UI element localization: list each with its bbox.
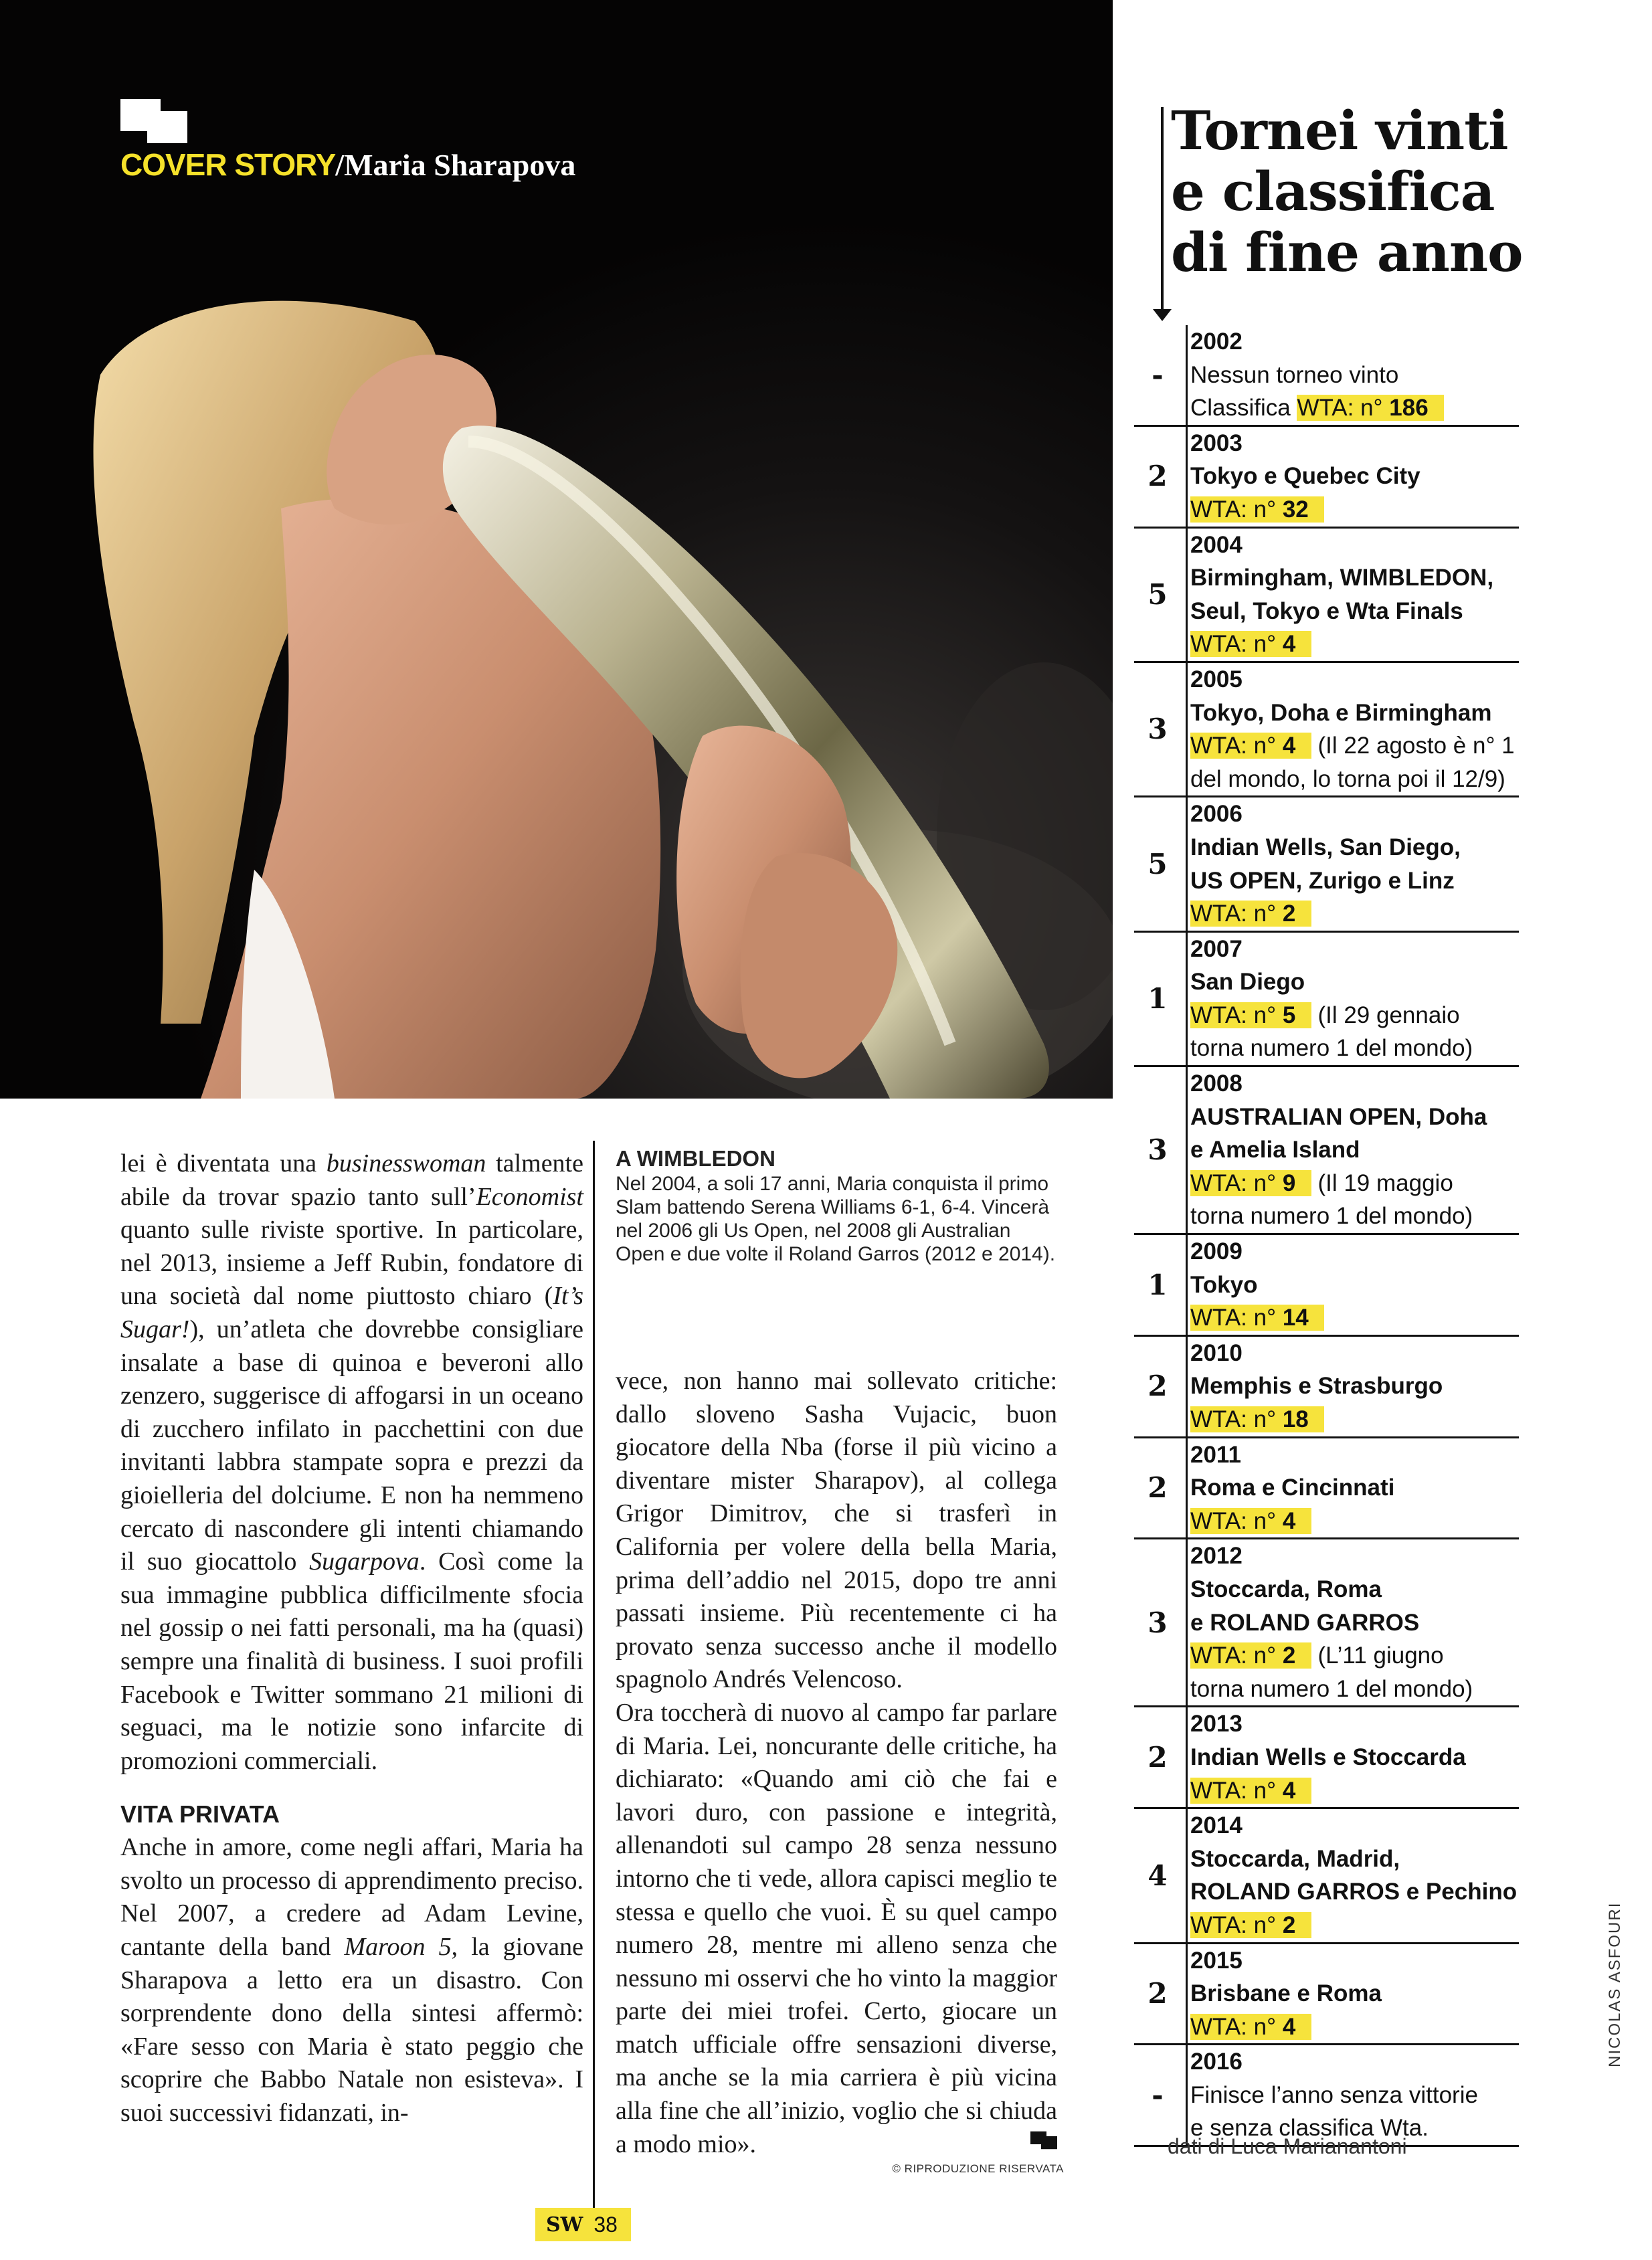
timeline-entry (1134, 663, 1519, 797)
wta-rank-highlight (1190, 1305, 1324, 1331)
entry-tournaments: Nessun torneo vinto (1190, 361, 1399, 388)
entry-tournaments: Stoccarda, Roma (1190, 1576, 1382, 1602)
titles-count: 3 (1148, 1606, 1168, 1639)
page-number: 38 (593, 2212, 618, 2237)
sidebar-title-line: Tornei vinti (1171, 99, 1508, 162)
wta-rank-highlight (1190, 1912, 1311, 1938)
timeline-entry (1134, 529, 1519, 663)
copyright-notice: © RIPRODUZIONE RISERVATA (892, 2162, 1064, 2175)
ranking-note: (Il 29 gennaio (1311, 1002, 1460, 1028)
titles-count: - (1152, 358, 1164, 391)
text-run: , la giovane Sharapova a letto era un disastro. Con sorprendente dono della sintesi affermò: «Fare sesso con Maria è stato peggio che scoprire che Babbo Natale non esisteva». I suoi successivi fidanzati, in- (120, 1933, 583, 2128)
text-run: ), un’atleta che dovrebbe consigliare insalate a base di quinoa e beveroni allo zenzero, suggerisce di affogarsi in un oceano di zucchero infilato in pacchettini con due invitanti labbra stampate sopra e prezzi da gioielleria del dolciume. E non ha nemmeno cercato di nascondere gli intenti chiamando il suo giocattolo (120, 1315, 583, 1576)
entry-ranking (1190, 1505, 1519, 1538)
entry-year: 2003 (1190, 430, 1243, 456)
wta-rank-highlight (1190, 1508, 1311, 1534)
arrow-down-icon (1153, 309, 1172, 321)
entry-tournaments: US OPEN, Zurigo e Linz (1190, 867, 1455, 894)
timeline-entry (1134, 797, 1519, 932)
text-run: lei è diventata una (120, 1149, 327, 1178)
italic-run: Maroon 5 (344, 1933, 452, 1962)
entry-year: 2015 (1190, 1947, 1243, 1974)
timeline-entry (1134, 1944, 1519, 2046)
photo-credit: NICOLAS ASFOURI (1606, 1901, 1624, 2067)
kicker-section: COVER STORY (120, 147, 336, 182)
end-mark-icon (1030, 2131, 1057, 2150)
entry-year: 2012 (1190, 1543, 1243, 1570)
wta-rank-highlight (1190, 1778, 1311, 1804)
wta-label: WTA: n° (1190, 1169, 1277, 1196)
wta-rank: 4 (1282, 631, 1296, 658)
ranking-note: (Il 22 agosto è n° 1 (1311, 733, 1515, 759)
wta-rank: 32 (1282, 496, 1309, 523)
kicker (120, 146, 575, 184)
entry-ranking (1190, 2010, 1519, 2044)
sidebar-title-line: di fine anno (1171, 221, 1523, 284)
wta-label: WTA: n° (1190, 1911, 1277, 1938)
photo-caption (616, 1145, 1057, 1266)
entry-tournaments: Tokyo (1190, 1271, 1258, 1298)
ranking-note: del mondo, lo torna poi il 12/9) (1190, 765, 1505, 792)
entry-year: 2010 (1190, 1339, 1243, 1366)
entry-ranking (1190, 1639, 1519, 1673)
column-divider (593, 1141, 595, 2211)
entry-ranking (1190, 999, 1519, 1032)
entry-tournaments: AUSTRALIAN OPEN, Doha (1190, 1103, 1487, 1130)
entry-tournaments: Seul, Tokyo e Wta Finals (1190, 597, 1463, 624)
subhead-vita-privata: VITA PRIVATA (120, 1800, 280, 1828)
entry-year: 2008 (1190, 1070, 1243, 1097)
titles-count: 2 (1148, 1977, 1168, 2010)
entry-ranking (1190, 628, 1519, 661)
article-column-2 (616, 1365, 1057, 2161)
timeline-entry (1134, 1235, 1519, 1337)
folio-magazine: SW (546, 2212, 583, 2237)
title-rule (1161, 107, 1164, 316)
titles-count: 3 (1148, 1133, 1168, 1167)
entry-tournaments: e Amelia Island (1190, 1137, 1360, 1163)
wta-rank: 186 (1389, 395, 1429, 421)
article-paragraph: vece, non hanno mai sollevato critiche: dallo sloveno Sasha Vujacic, buon giocatore della Nba (forse il più vicino a diventare mister Sharapov), al collega Grigor Dimitrov, che si trasferì in California per volere della bella Maria, prima dell’addio nel 2015, dopo tre anni passati insieme. Più recentemente ci ha provato senza successo anche il modello spagnolo Andrés Velencoso. (616, 1367, 1057, 1694)
entry-year: 2011 (1190, 1441, 1241, 1468)
wta-rank-highlight (1190, 2014, 1311, 2040)
ranking-note: torna numero 1 del mondo) (1190, 1035, 1473, 1062)
wta-rank: 4 (1282, 1777, 1296, 1804)
titles-count: 5 (1148, 847, 1168, 880)
timeline-entry (1134, 427, 1519, 529)
entry-ranking (1190, 1167, 1519, 1200)
text-run: quanto sulle riviste sportive. In particolare, nel 2013, insieme a Jeff Rubin, fondatore di una società dal nome piuttosto chiaro ( (120, 1216, 583, 1311)
titles-count: 4 (1148, 1859, 1168, 1892)
wta-rank: 2 (1282, 1642, 1296, 1669)
entry-year: 2007 (1190, 935, 1243, 962)
wta-rank: 2 (1282, 901, 1296, 927)
wta-label: WTA: n° (1190, 1406, 1277, 1432)
wta-rank: 4 (1282, 1507, 1296, 1534)
caption-text: Nel 2004, a soli 17 anni, Maria conquista il primo Slam battendo Serena Williams 6-1, 6-4. Vincerà nel 2006 gli Us Open, nel 2008 gli Australian Open e due volte il Roland Garros (2012 e 2014). (616, 1173, 1056, 1265)
titles-count: 2 (1148, 1370, 1168, 1403)
ranking-note: (L’11 giugno (1311, 1642, 1444, 1669)
wta-rank: 4 (1282, 733, 1296, 759)
wta-rank-highlight (1190, 496, 1324, 523)
wta-rank-highlight (1190, 901, 1311, 927)
wta-label: WTA: n° (1190, 1002, 1277, 1028)
magazine-logo-icon (120, 99, 187, 143)
text-run: Anche in amore, come negli affari, Maria ha svolto un processo di apprendimento preciso. Nel 2007, a credere ad Adam Levine, cantante della band (120, 1833, 583, 1962)
entry-year: 2002 (1190, 328, 1243, 355)
entry-ranking (1190, 1403, 1519, 1436)
entry-ranking (1190, 493, 1519, 527)
wta-rank-highlight (1190, 733, 1311, 759)
wta-label: WTA: n° (1190, 1305, 1277, 1331)
entry-tournaments: ROLAND GARROS e Pechino (1190, 1879, 1518, 1905)
wta-rank: 14 (1282, 1305, 1309, 1331)
wta-label: WTA: n° (1297, 395, 1383, 421)
entry-tournaments: Finisce l’anno senza vittorie (1190, 2081, 1478, 2108)
titles-count: 1 (1148, 1268, 1168, 1301)
caption-title: A WIMBLEDON (616, 1146, 775, 1171)
titles-count: 2 (1148, 460, 1168, 493)
entry-tournaments: Indian Wells, San Diego, (1190, 834, 1461, 860)
entry-tournaments: Stoccarda, Madrid, (1190, 1845, 1400, 1872)
timeline (1134, 325, 1519, 2142)
timeline-entry (1134, 1438, 1519, 1540)
entry-tournaments: San Diego (1190, 969, 1305, 996)
entry-year: 2006 (1190, 801, 1243, 828)
entry-year: 2014 (1190, 1812, 1243, 1839)
entry-year: 2004 (1190, 531, 1243, 558)
timeline-entry (1134, 1707, 1519, 1809)
wta-rank-highlight (1190, 1002, 1311, 1028)
article-paragraph (120, 1831, 583, 2130)
timeline-entry (1134, 1067, 1519, 1235)
wta-rank-highlight (1190, 1170, 1311, 1196)
titles-count: - (1152, 2078, 1164, 2111)
ranking-note: (Il 19 maggio (1311, 1169, 1453, 1196)
sidebar-title-line: e classifica (1171, 160, 1495, 223)
titles-count: 2 (1148, 1740, 1168, 1774)
wta-label: WTA: n° (1190, 901, 1277, 927)
wta-rank: 9 (1282, 1169, 1296, 1196)
wta-rank-highlight (1190, 631, 1311, 657)
ranking-note: torna numero 1 del mondo) (1190, 1675, 1473, 1702)
entry-year: 2005 (1190, 666, 1243, 692)
text-run: talmente abile da trovar spazio tanto sull’ (120, 1149, 583, 1211)
entry-ranking (1190, 391, 1519, 425)
entry-tournaments: Brisbane e Roma (1190, 1980, 1382, 2007)
timeline-entry (1134, 325, 1519, 427)
wta-rank-highlight (1190, 1642, 1311, 1669)
wta-label: WTA: n° (1190, 1642, 1277, 1669)
article-paragraph (120, 1147, 583, 1778)
article-paragraph: Ora toccherà di nuovo al campo far parlare di Maria. Lei, noncurante delle critiche, ha dichiarato: «Quando ami ciò che fai e lavori duro, con passione e integrità, allenandoti sul campo 28 senza nessuno intorno che ti vede, allora capisci meglio te stessa e quello che vuoi. È su quel campo numero 28, mentre mi alleno senza che nessuno mi osservi che ho vinto la maggior parte dei miei trofei. Certo, giocare un match ufficiale offre sensazioni diverse, ma anche se la mia carriera è più vicina alla fine che all’inizio, voglio che si chiuda a modo mio». (616, 1698, 1057, 2158)
entry-tournaments: Tokyo e Quebec City (1190, 463, 1420, 490)
titles-count: 1 (1148, 982, 1168, 1016)
wta-rank: 4 (1282, 2013, 1296, 2040)
titles-count: 5 (1148, 577, 1168, 611)
entry-tournaments: Birmingham, WIMBLEDON, (1190, 565, 1494, 591)
entry-year: 2009 (1190, 1238, 1243, 1265)
entry-tournaments: e ROLAND GARROS (1190, 1609, 1420, 1636)
entry-tournaments: Memphis e Strasburgo (1190, 1373, 1443, 1400)
entry-tournaments: Roma e Cincinnati (1190, 1475, 1395, 1501)
ranking-note: torna numero 1 del mondo) (1190, 1203, 1473, 1230)
entry-year: 2013 (1190, 1711, 1243, 1737)
entry-year: 2016 (1190, 2049, 1243, 2075)
wta-rank-highlight (1190, 1406, 1324, 1432)
entry-ranking (1190, 1301, 1519, 1335)
entry-ranking (1190, 1774, 1519, 1808)
entry-ranking (1190, 1909, 1519, 1942)
sidebar-title (1171, 100, 1599, 283)
kicker-subject: /Maria Sharapova (335, 148, 576, 182)
italic-run: Economist (476, 1182, 583, 1211)
entry-tournaments: Tokyo, Doha e Birmingham (1190, 699, 1492, 726)
wta-rank: 5 (1282, 1002, 1296, 1028)
wta-label: WTA: n° (1190, 1777, 1277, 1804)
timeline-entry (1134, 1539, 1519, 1707)
wta-rank: 18 (1282, 1406, 1309, 1432)
wta-rank: 2 (1282, 1911, 1296, 1938)
italic-run: businesswoman (326, 1149, 486, 1178)
entry-ranking (1190, 897, 1519, 931)
timeline-entry (1134, 1337, 1519, 1438)
article-column-1 (120, 1147, 583, 2130)
wta-label: WTA: n° (1190, 2013, 1277, 2040)
wta-label: WTA: n° (1190, 1507, 1277, 1534)
page-folio (535, 2208, 631, 2241)
text-run: . Così come la sua immagine pubblica difficilmente sfocia nel gossip o nei fatti personali, ma ha (quasi) sempre una finalità di business. I suoi profili Facebook e Twitter sommano 21 milioni di seguaci, ma le notizie sono infarcite di promozioni commerciali. (120, 1547, 583, 1775)
titles-count: 3 (1148, 713, 1168, 746)
italic-run: It’s Sugar! (120, 1282, 583, 1343)
italic-run: Sugarpova (309, 1547, 420, 1576)
wta-label: WTA: n° (1190, 733, 1277, 759)
ranking-prefix: Classifica (1190, 395, 1297, 421)
data-credit: dati di Luca Marianantoni (1168, 2134, 1407, 2158)
wta-label: WTA: n° (1190, 631, 1277, 658)
timeline-entry (1134, 1809, 1519, 1944)
titles-count: 2 (1148, 1471, 1168, 1505)
timeline-entry (1134, 2045, 1519, 2147)
entry-tournaments: Indian Wells e Stoccarda (1190, 1744, 1466, 1770)
wta-label: WTA: n° (1190, 496, 1277, 523)
wta-rank-highlight (1297, 395, 1444, 421)
entry-tournaments: e senza classifica Wta. (1190, 2115, 1429, 2142)
timeline-entry (1134, 933, 1519, 1067)
entry-ranking (1190, 729, 1519, 763)
